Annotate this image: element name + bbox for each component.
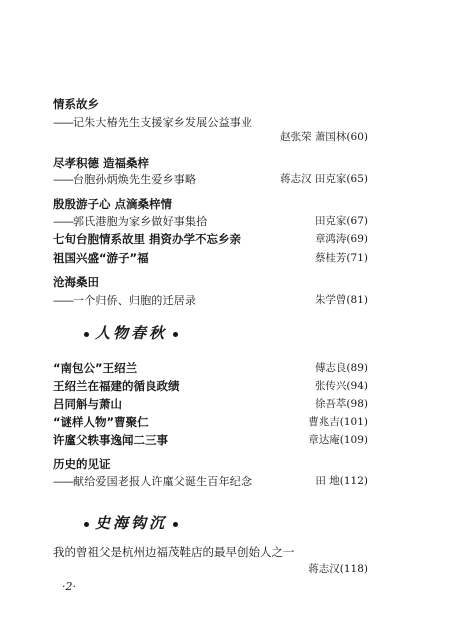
- entry-title: “南包公”王绍兰: [53, 361, 138, 375]
- entry-author: 蔡桂芳(71): [314, 252, 368, 264]
- entry-subtitle-text: 献给爱国老报人许廑父诞生百年纪念: [73, 475, 253, 488]
- entry-title: 王绍兰在福建的循良政绩: [53, 379, 180, 393]
- entry-subtitle-text: 郭氏港胞为家乡做好事集拾: [73, 215, 208, 228]
- entry-title: 殷殷游子心 点滴桑梓情: [53, 197, 173, 211]
- entry-subtitle: ——郭氏港胞为家乡做好事集拾: [53, 215, 208, 228]
- entry-title: 历史的见证: [53, 457, 111, 471]
- entry-author: 田克家(67): [314, 215, 368, 227]
- entry-author: 朱学曾(81): [314, 294, 368, 306]
- entry-title: 我的曾祖父是杭州边福茂鞋店的最早创始人之一: [53, 545, 295, 559]
- section-label: 史海钩沉: [95, 514, 168, 532]
- entry-subtitle: ——台胞孙炳焕先生爱乡事略: [53, 173, 197, 186]
- bullet-dot-icon: [84, 522, 89, 527]
- section-label: 人物春秋: [95, 324, 168, 342]
- entry-author: 章达庵(109): [308, 434, 368, 446]
- entry-author: 傅志良(89): [314, 362, 368, 374]
- entry-title: 情系故乡: [53, 97, 99, 111]
- section-heading: [78, 322, 184, 343]
- entry-title: 沧海桑田: [53, 275, 99, 289]
- entry-title: 吕同斛与萧山: [53, 397, 122, 411]
- entry-title: “谜样人物”曹聚仁: [53, 415, 149, 429]
- entry-author: 田 地(112): [315, 475, 368, 487]
- entry-subtitle: ——一个归侨、归胞的迁居录: [53, 294, 197, 307]
- entry-subtitle-text: 记朱大椿先生支援家乡发展公益事业: [73, 116, 253, 129]
- entry-subtitle: ——记朱大椿先生支援家乡发展公益事业: [53, 116, 253, 129]
- entry-author: 章鸿涛(69): [314, 233, 368, 245]
- entry-author: 蒋志汉(118): [308, 563, 368, 575]
- entry-subtitle-text: 一个归侨、归胞的迁居录: [73, 294, 197, 307]
- entry-title: 七旬台胞情系故里 捐资办学不忘乡亲: [53, 232, 242, 246]
- entry-author: 张传兴(94): [314, 380, 368, 392]
- entry-author: 赵张荣 萧国林(60): [280, 131, 368, 143]
- entry-author: 曹兆吉(101): [308, 416, 368, 428]
- entry-subtitle-text: 台胞孙炳焕先生爱乡事略: [73, 173, 197, 186]
- bullet-dot-icon: [173, 522, 178, 527]
- entry-author: 蒋志汉 田克家(65): [280, 173, 368, 185]
- entry-subtitle: ——献给爱国老报人许廑父诞生百年纪念: [53, 475, 253, 488]
- entry-author: 徐吾萃(98): [314, 398, 368, 410]
- bullet-dot-icon: [84, 332, 89, 337]
- section-heading: [78, 512, 184, 533]
- entry-title: 祖国兴盛“游子”福: [53, 251, 149, 265]
- bullet-dot-icon: [173, 332, 178, 337]
- entry-title: 尽孝积德 造福桑梓: [53, 156, 150, 170]
- entry-title: 许廑父轶事逸闻二三事: [53, 433, 168, 447]
- page-number: ·2·: [62, 580, 76, 593]
